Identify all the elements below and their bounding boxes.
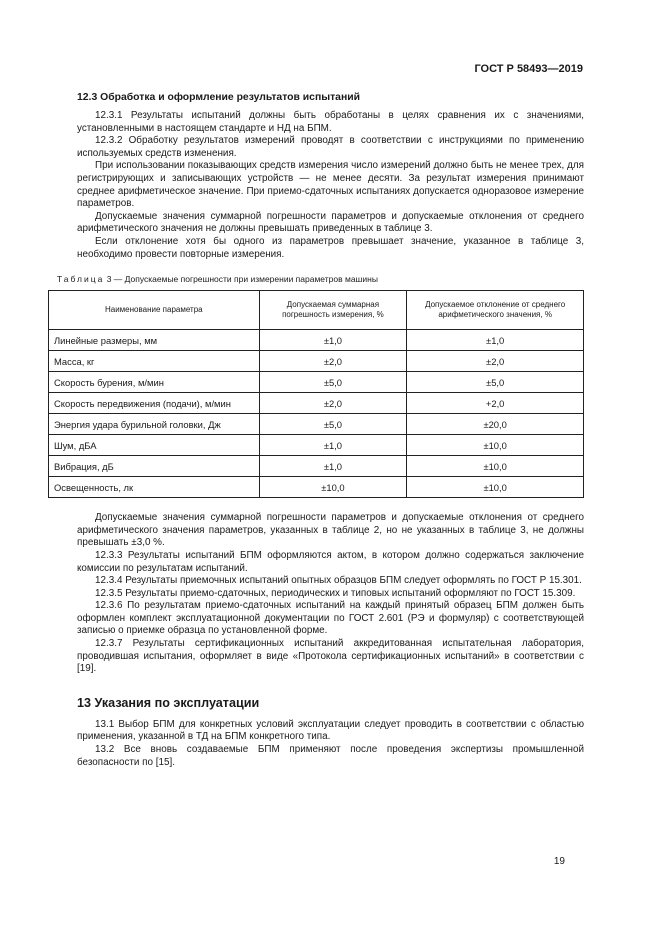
cell-parameter: Энергия удара бурильной головки, Дж <box>49 414 260 435</box>
cell-mean-deviation: ±10,0 <box>407 456 584 477</box>
table-caption-label: Таблица <box>57 274 105 285</box>
section-13-title: 13 Указания по эксплуатации <box>77 695 260 710</box>
paragraph-12-3-1: 12.3.1 Результаты испытаний должны быть обработаны в целях сравнения их с значениями, установленными в настоящем стандарте и НД на БПМ. <box>77 110 584 134</box>
table-caption-text: 3 — Допускаемые погрешности при измерении параметров машины <box>106 274 378 285</box>
table-row <box>49 393 584 414</box>
paragraph-13-1: 13.1 Выбор БПМ для конкретных условий эксплуатации следует проводить в соответствии с областью применения, указанной в ТД на БПМ конкретного типа. <box>77 718 584 743</box>
cell-mean-deviation: ±10,0 <box>407 435 584 456</box>
section-12-3-title: 12.3 Обработка и оформление результатов испытаний <box>77 92 361 103</box>
table-row <box>49 456 584 477</box>
cell-total-error: ±5,0 <box>259 414 407 435</box>
paragraph-13-2: 13.2 Все вновь создаваемые БПМ применяют после проведения экспертизы промышленной безопасности по [15]. <box>77 744 584 768</box>
header-mean-deviation: Допускаемое отклонение от среднего арифметического значения, % <box>407 291 584 330</box>
cell-mean-deviation: ±2,0 <box>407 351 584 372</box>
cell-parameter: Освещенность, лк <box>49 477 260 498</box>
paragraph-measurements-count: При использовании показывающих средств измерения число измерений должно быть не менее трех, для регистрирующих и записывающих устройств — не менее десяти. За результат измерения принимают среднее арифметическое значение. При приемо-сдаточных испытаниях допускается одноразовое измерение параметров. <box>77 160 584 210</box>
table-row <box>49 414 584 435</box>
page-number: 19 <box>553 856 565 867</box>
cell-mean-deviation: ±10,0 <box>407 477 584 498</box>
table-row <box>49 435 584 456</box>
paragraph-12-3-5: 12.3.5 Результаты приемо-сдаточных, периодических и типовых испытаний оформляют по ГОСТ 15.309. <box>95 587 576 599</box>
paragraph-12-3-3: 12.3.3 Результаты испытаний БПМ оформляются актом, в котором должно содержаться заключение комиссии по результатам испытаний. <box>77 549 584 574</box>
table-caption <box>57 274 584 284</box>
table-header-row <box>49 291 584 330</box>
cell-parameter: Шум, дБА <box>49 435 260 456</box>
table-row <box>49 330 584 351</box>
page-content <box>54 92 584 769</box>
cell-parameter: Линейные размеры, мм <box>49 330 260 351</box>
cell-total-error: ±5,0 <box>259 372 407 393</box>
cell-total-error: ±10,0 <box>259 477 407 498</box>
cell-mean-deviation: ±5,0 <box>407 372 584 393</box>
paragraph-12-3-2: 12.3.2 Обработку результатов измерений проводят в соответствии с инструкциями по применению используемых средств изменения. <box>77 135 584 159</box>
paragraph-12-3-7: 12.3.7 Результаты сертификационных испытаний аккредитованная испытательная лаборатория, проводившая испытания, оформляет в виде «Протокола сертификационных испытаний» в соответствии с [19]. <box>77 638 584 675</box>
table-row <box>49 477 584 498</box>
document-code: ГОСТ Р 58493—2019 <box>474 63 583 75</box>
tolerance-table <box>48 290 584 498</box>
paragraph-12-3-6: 12.3.6 По результатам приемо-сдаточных испытаний на каждый принятый образец БПМ должен быть оформлен комплект эксплуатационной документации по ГОСТ 2.601 (РЭ и формуляр) с соответствующей записью о приемке образца по установленной форме. <box>77 600 584 637</box>
cell-parameter: Скорость бурения, м/мин <box>49 372 260 393</box>
cell-total-error: ±1,0 <box>259 456 407 477</box>
cell-parameter: Вибрация, дБ <box>49 456 260 477</box>
cell-mean-deviation: +2,0 <box>407 393 584 414</box>
cell-mean-deviation: ±20,0 <box>407 414 584 435</box>
cell-parameter: Скорость передвижения (подачи), м/мин <box>49 393 260 414</box>
cell-total-error: ±1,0 <box>259 330 407 351</box>
cell-parameter: Масса, кг <box>49 351 260 372</box>
paragraph-repeat-measurements: Если отклонение хотя бы одного из параметров превышает значение, указанное в таблице 3, необходимо провести повторные измерения. <box>77 235 584 260</box>
paragraph-other-tolerances: Допускаемые значения суммарной погрешности параметров и допускаемые отклонения от среднего арифметического значения параметров, указанных в таблице 2, но не указанных в таблице 3, не должны превышать ±3,0 %. <box>77 512 584 549</box>
table-row <box>49 372 584 393</box>
paragraph-tolerances: Допускаемые значения суммарной погрешности параметров и допускаемые отклонения от среднего арифметического значения не должны превышать приведенных в таблице 3. <box>77 210 584 235</box>
after-table-text <box>77 512 584 676</box>
cell-total-error: ±2,0 <box>259 393 407 414</box>
header-parameter-name: Наименование параметра <box>49 291 260 330</box>
header-total-error: Допускаемая суммарная погрешность измерения, % <box>259 291 407 330</box>
cell-total-error: ±1,0 <box>259 435 407 456</box>
cell-total-error: ±2,0 <box>259 351 407 372</box>
table-row <box>49 351 584 372</box>
cell-mean-deviation: ±1,0 <box>407 330 584 351</box>
paragraph-12-3-4: 12.3.4 Результаты приемочных испытаний опытных образцов БПМ следует оформлять по ГОСТ Р 15.301. <box>95 575 582 587</box>
